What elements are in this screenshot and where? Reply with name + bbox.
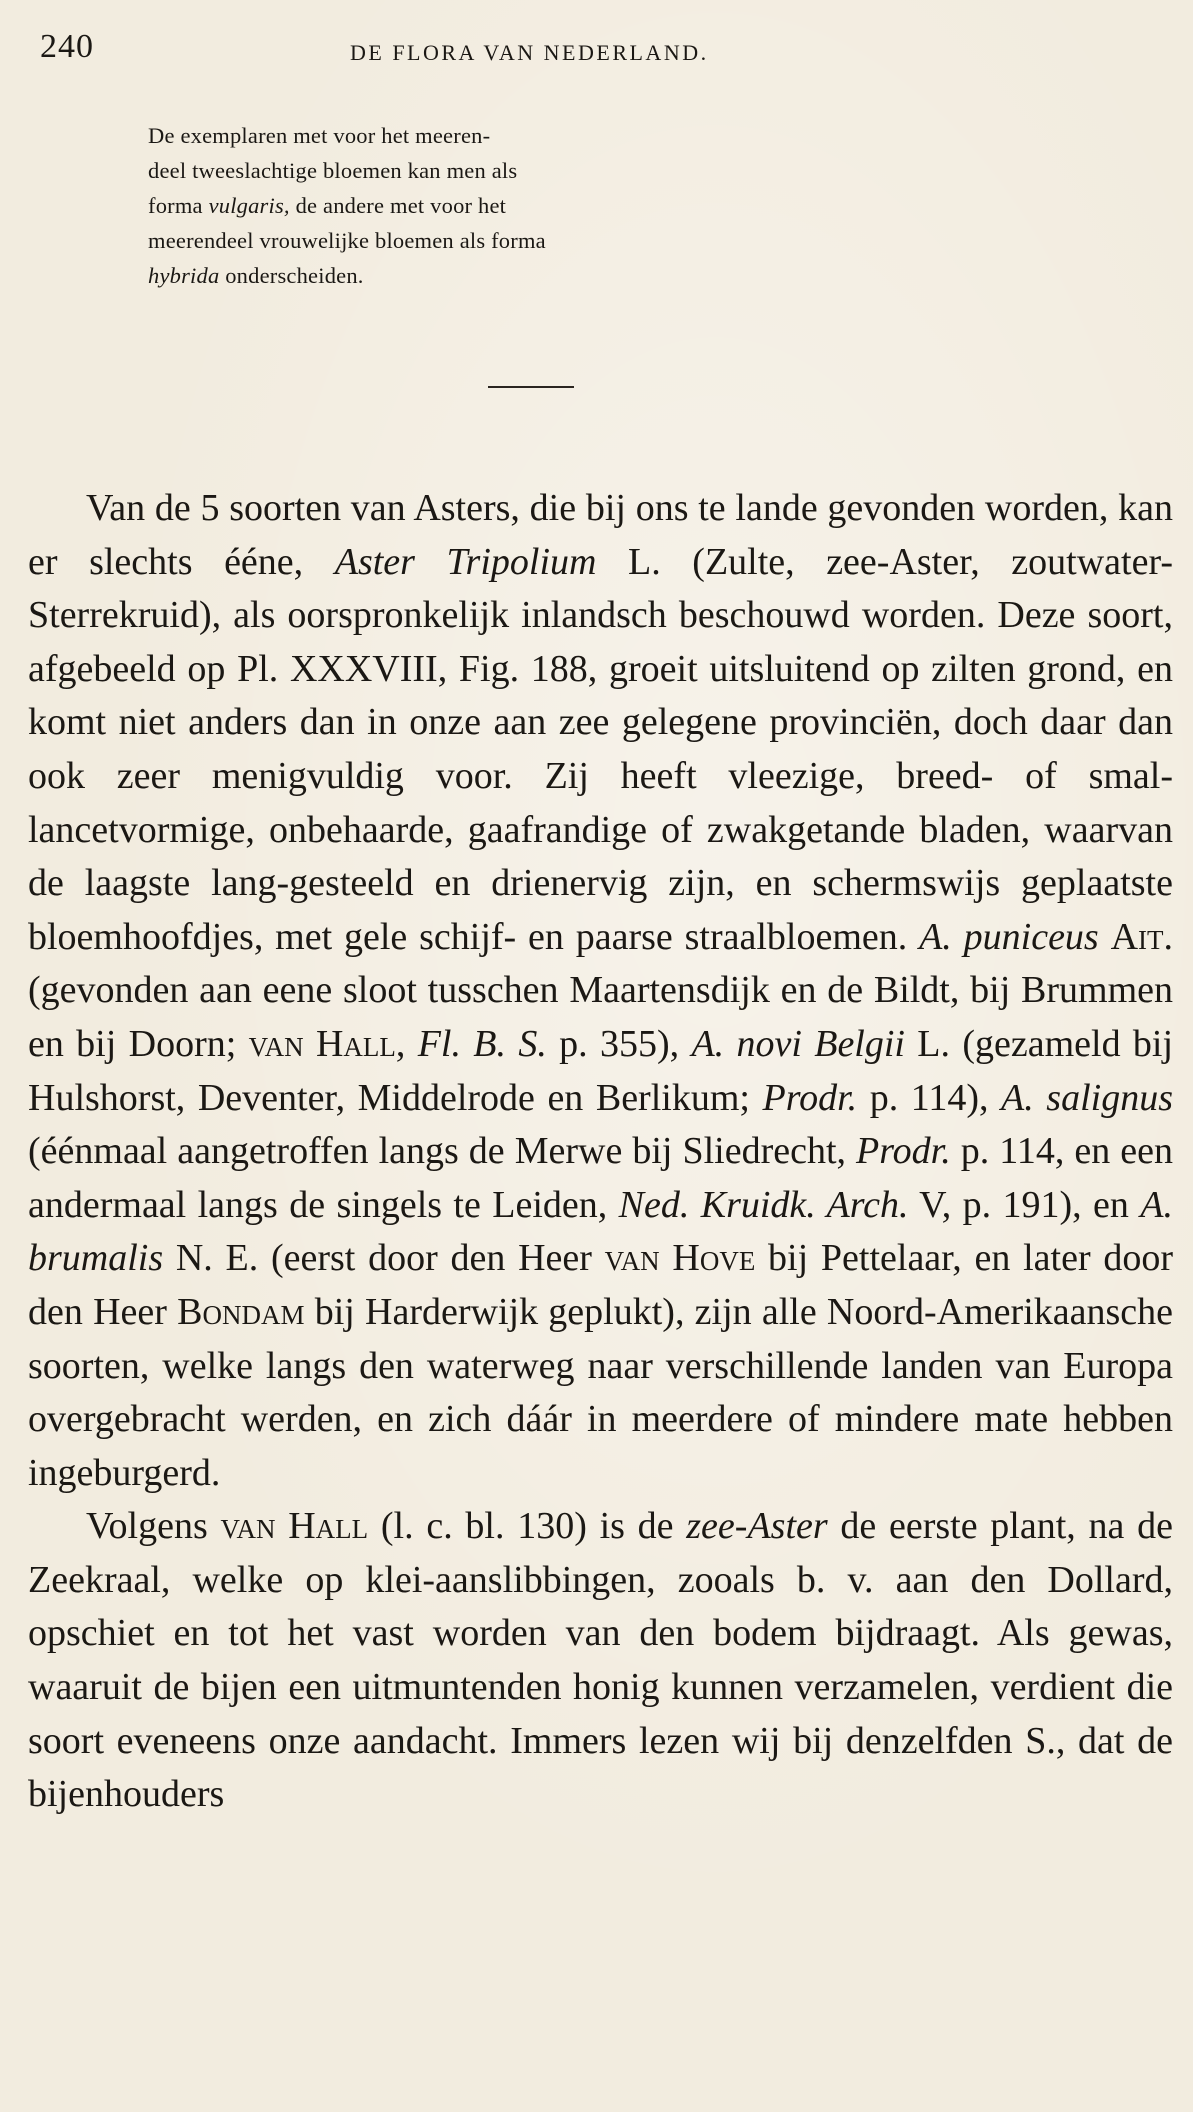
species-name: Aster Tripolium [334, 540, 597, 583]
text-run: V, p. 191), en [908, 1183, 1141, 1226]
species-name: A. salignus [1001, 1076, 1173, 1119]
person-name: van Hove [604, 1237, 756, 1280]
caption-text: onderscheiden. [219, 263, 364, 288]
caption-italic: vulgaris, [208, 193, 290, 218]
text-run: Van de 5 soorten van Asters, die bij ons te lande gevonden worden, kan er slechts éénе, [28, 487, 1173, 583]
reference-title: Fl. B. S. [417, 1022, 547, 1065]
paragraph-2 [28, 1500, 1173, 1822]
text-run: N. E. (eerst door den Heer [163, 1237, 605, 1280]
reference-title: Prodr. [762, 1076, 858, 1119]
page-number: 240 [40, 28, 94, 65]
caption-text: forma [148, 193, 209, 218]
text-run: L. (gezameld bij Hulshorst, Deventer, Middelrode en Berlikum; [28, 1022, 1174, 1119]
caption-line [148, 258, 688, 293]
text-run: Volgens [86, 1505, 221, 1548]
text-run [405, 1023, 417, 1065]
text-run: p. 355), [546, 1022, 692, 1065]
figure-caption [148, 118, 688, 293]
text-run: p. 114), [857, 1076, 1002, 1119]
author-name: van Hall [220, 1505, 369, 1548]
caption-line: deel tweeslachtige bloemen kan men als [148, 158, 518, 183]
reference-title: Ned. Kruidk. Arch. [618, 1183, 909, 1226]
caption-line [148, 188, 688, 223]
species-name: A. novi Belgii [691, 1022, 905, 1065]
text-run: (gevonden aan eene sloot tusschen Maartensdijk en de Bildt, bij Brummen en bij Doorn; [28, 969, 1173, 1065]
paragraph-1 [28, 482, 1173, 1500]
text-run: de eerste plant, na de Zeekraal, welke op klei-aanslibbingen, zooals b. v. aan den Dollard, opschiet en tot het vast worden van den bodem bijdraagt. Als gewas, waaruit de bijen een uitmuntenden honig kunnen verzamelen, verdient die soort eveneens onze aandacht. Immers lezen wij bij denzelfden S., dat de bijenhouders [28, 1505, 1173, 1816]
running-head: DE FLORA VAN NEDERLAND. [350, 40, 709, 65]
text-run: (éénmaal aangetroffen langs de Merwe bij Sliedrecht, [28, 1130, 857, 1173]
caption-line: De exemplaren met voor het meeren- [148, 123, 491, 148]
species-name: A. brumalis [28, 1183, 1174, 1280]
caption-italic: hybrida [148, 263, 220, 288]
body-text [28, 482, 1173, 1822]
text-run: bij Pettelaar, en later door den Heer [28, 1237, 1174, 1333]
caption-text: de andere met voor het [289, 193, 507, 218]
person-name: Bondam [177, 1290, 305, 1333]
author-name: Ait. [1110, 915, 1174, 958]
species-name: A. puniceus [919, 915, 1099, 958]
text-run: (l. c. bl. 130) is de [368, 1505, 687, 1548]
text-run: bij Harderwijk geplukt), zijn alle Noord-Amerikaansche soorten, welke langs den waterweg naar verschillende landen van Europa overgebracht werden, en zich dáár in meerdere of mindere mate hebben ingeburgerd. [28, 1290, 1174, 1494]
reference-title: Prodr. [856, 1130, 951, 1173]
text-run: p. 114, en een andermaal langs de singels te Leiden, [28, 1130, 1173, 1226]
page-header [40, 28, 1133, 78]
species-name: zee-Aster [686, 1505, 828, 1548]
text-run: L. (Zulte, zee-Aster, zoutwater-Sterrekruid), als oorspronkelijk inlandsch beschouwd worden. Deze soort, afgebeeld op Pl. XXXVIII, Fig. 188, groeit uitsluitend op zilten grond, en komt niet anders dan in onze aan zee gelegene provinciën, doch daar dan ook zeer menigvuldig voor. Zij heeft vleezige, breed- of smal-lancetvormige, onbehaarde, gaafrandige of zwakgetande bladen, waarvan de laagste lang-gesteeld en drienervig zijn, en schermswijs geplaatste bloemhoofdjes, met gele schijf- en paarse straalbloemen. [28, 540, 1173, 958]
caption-line: meerendeel vrouwelijke bloemen als forma [148, 228, 546, 253]
section-rule [488, 386, 574, 388]
text-run [1099, 916, 1111, 958]
author-name: van Hall, [248, 1022, 406, 1065]
